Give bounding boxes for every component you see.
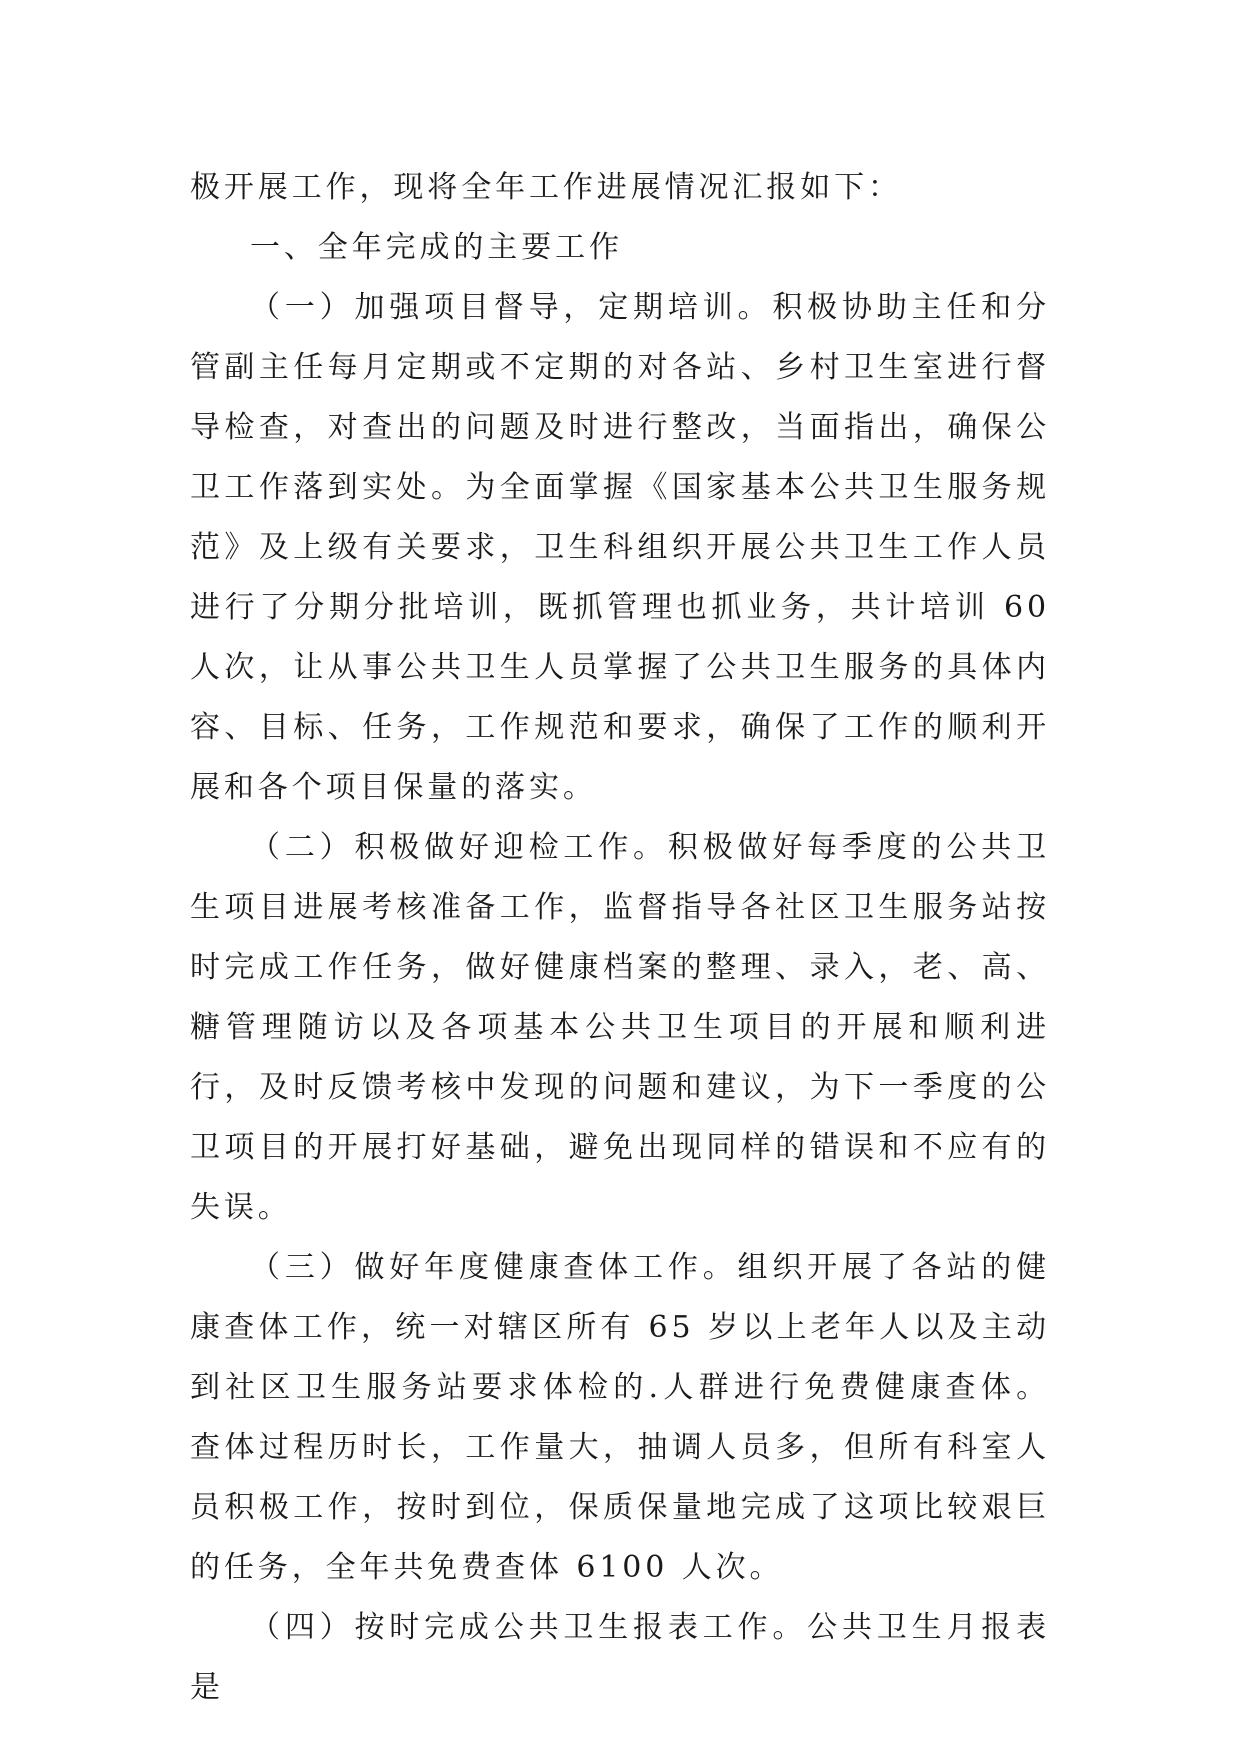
paragraph-item-4: （四）按时完成公共卫生报表工作。公共卫生月报表是 [190,1610,1050,1705]
section-heading: 一、全年完成的主要工作 [250,230,623,265]
document-body [190,158,1050,1718]
paragraph-item-1: （一）加强项目督导，定期培训。积极协助主任和分管副主任每月定期或不定期的对各站、乡村卫生室进行督导检查，对查出的问题及时进行整改，当面指出，确保公卫工作落到实处。为全面掌握《国家基本公共卫生服务规范》及上级有关要求，卫生科组织开展公共卫生工作人员进行了分期分批培训，既抓管理也抓业务，共计培训 60 人次，让从事公共卫生人员掌握了公共卫生服务的具体内容、目标、任务，工作规范和要求，确保了工作的顺利开展和各个项目保量的落实。 [190,290,1050,805]
paragraph-continuation: 极开展工作，现将全年工作进展情况汇报如下： [190,170,902,205]
paragraph-item-3: （三）做好年度健康查体工作。组织开展了各站的健康查体工作，统一对辖区所有 65 岁以上老年人以及主动到社区卫生服务站要求体检的.人群进行免费健康查体。查体过程历时长，工作量大，抽调人员多，但所有科室人员积极工作，按时到位，保质保量地完成了这项比较艰巨的任务，全年共免费查体 6100 人次。 [190,1250,1050,1585]
paragraph-item-2: （二）积极做好迎检工作。积极做好每季度的公共卫生项目进展考核准备工作，监督指导各社区卫生服务站按时完成工作任务，做好健康档案的整理、录入，老、高、糖管理随访以及各项基本公共卫生项目的开展和顺利进行，及时反馈考核中发现的问题和建议，为下一季度的公卫项目的开展打好基础，避免出现同样的错误和不应有的失误。 [190,830,1050,1225]
